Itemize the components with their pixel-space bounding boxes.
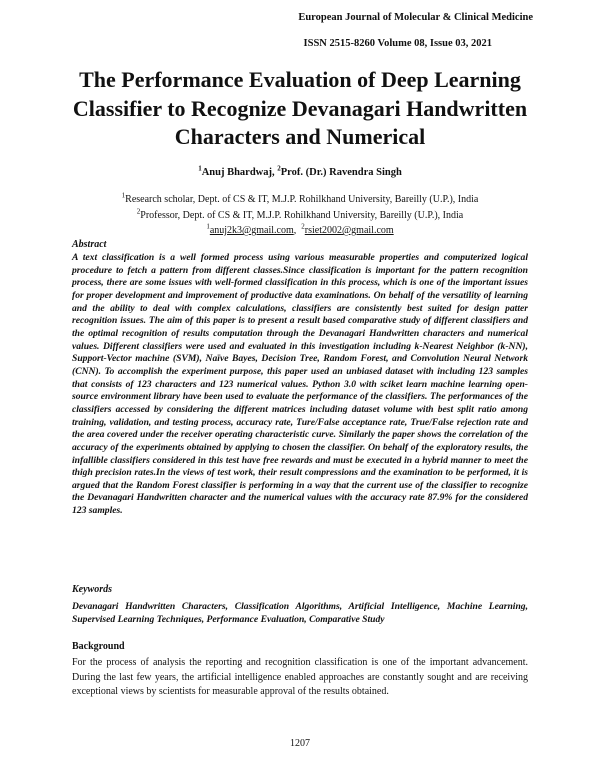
email-line: $^1$anuj2k3@gmail.com, $^2$rsiet2002@gmail.com (206, 222, 394, 236)
author-2-name: Prof. (Dr.) Ravendra Singh (280, 167, 402, 178)
background-heading: Background (72, 641, 125, 652)
keywords-text: Devanagari Handwritten Characters, Classification Algorithms, Artificial Intelligence, Machine Learning, Supervised Learning Techniques, Performance Evaluation, Comparative Study (72, 601, 528, 625)
author-list (0, 164, 600, 178)
email-1-superscript: 1 (206, 222, 210, 231)
author-2-superscript: 2 (277, 164, 281, 173)
paper-title: The Performance Evaluation of Deep Learning Classifier to Recognize Devanagari Handwritten Characters and Numerical (72, 67, 528, 149)
abstract-text: A text classification is a well formed process using various measurable properties and computerized logical procedure to fetch a pattern from different classes.Since classification is important for the pattern recognition process, there are some issues with well-formed classification in this process, which is one of the important issues for proper development and improvement of productive data examinations. On behalf of the versatility of learning and the ability to deal with complex calculations, classifiers are consistently best suited for design patter recognition issues. The aim of this paper is to present a result based comparative study of different classifiers and the optimal recognition of results computation through the Devanagari Handwritten characters and numerical values. Different classifiers were used and evaluated in this investigation including k-Nearest Neighbor (k-NN), Support-Vector machine (SVM), Naïve Bayes, Decision Tree, Random Forest, and Convolution Neural Network (CNN). To accomplish the experiment purpose, this paper used an unbiased dataset with including 123 samples that consists of 123 characters and 123 numerical values. Python 3.0 with sciket learn machine learning open-source environment library have been used to evaluate the performance of the classifiers. The performances of the classifiers accessed by considering the different matrices including dataset volume with best split ratio among training, validation, and testing process, accuracy rate, Ture/False acceptance rate, True/False rejection rate and the area covered under the receiver operating characteristic curve. Similarly the paper shows the correlation of the accuracy of the experiments obtained by applying to chosen the classifier. On behalf of the exploratory results, the infallible classifiers considered in this test have free rewards and must be executed in a hybrid manner to meet the thigh precision rates.In the views of test work, their result compressions and the examination to be performed, it is argued that the Random Forest classifier is performing in a way that the current use of the classifier to recognize the Devanagari Handwritten character and the numerical values with the accuracy rate 87.9% for the considered 123 samples. (72, 252, 528, 517)
keywords-heading: Keywords (72, 584, 112, 595)
email-1-link[interactable]: anuj2k3@gmail.com (209, 225, 294, 236)
affiliation-1-text: Research scholar, Dept. of CS & IT, M.J.P. Rohilkhand University, Bareilly (U.P.), India (125, 194, 479, 205)
email-2-link[interactable]: rsiet2002@gmail.com (304, 225, 394, 236)
author-1-superscript: 1 (198, 164, 202, 173)
author-1-name: Anuj Bhardwaj, (201, 167, 278, 178)
email-2-superscript: 2 (301, 222, 305, 231)
background-text: For the process of analysis the reporting and recognition classification is one of the important advancement. During the last few years, the artificial intelligence enabled approaches are constantly sought and are receiving exceptional views by scientists for measurable approval of the results obtained. (72, 657, 528, 697)
affiliation-1-superscript: 1 (121, 191, 126, 200)
affiliation-2-text: Professor, Dept. of CS & IT, M.J.P. Rohilkhand University, Bareilly (U.P.), India (140, 210, 464, 221)
journal-name: European Journal of Molecular & Clinical Medicine (298, 12, 533, 23)
affiliation-2 (0, 207, 600, 221)
issn-volume-issue: ISSN 2515-8260 Volume 08, Issue 03, 2021 (303, 38, 492, 49)
affiliation-2-superscript: 2 (136, 207, 141, 216)
affiliation-1 (0, 191, 600, 205)
page-number: 1207 (290, 738, 310, 749)
abstract-heading: Abstract (72, 239, 107, 250)
